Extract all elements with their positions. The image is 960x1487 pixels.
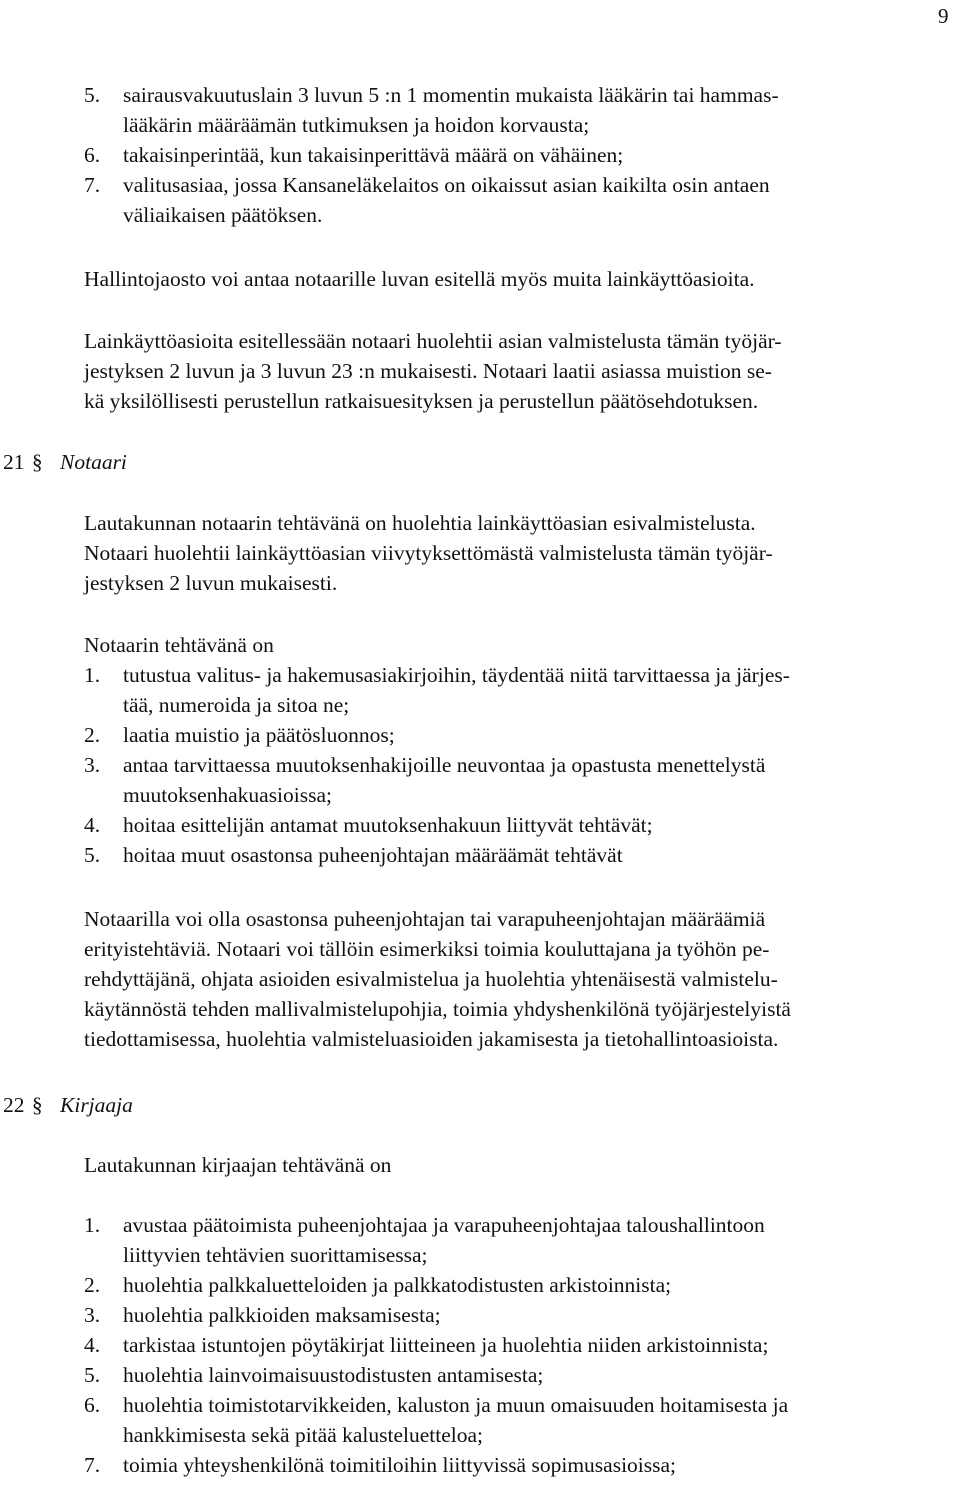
numbered-list-b [84, 660, 954, 870]
item-line: huolehtia palkkioiden maksamisesta; [123, 1303, 441, 1327]
list-item [84, 1270, 954, 1300]
section-heading-22 [3, 1090, 133, 1120]
item-number: 3. [84, 753, 101, 777]
para-line: rehdyttäjänä, ohjata asioiden esivalmistelua ja huolehtia yhtenäisestä valmistelu- [84, 967, 778, 991]
item-line: hoitaa esittelijän antamat muutoksenhakuun liittyvät tehtävät; [123, 813, 653, 837]
item-line: huolehtia lainvoimaisuustodistusten antamisesta; [123, 1363, 544, 1387]
section-symbol: § [31, 1093, 43, 1117]
para-line: Lautakunnan notaarin tehtävänä on huolehtia lainkäyttöasian esivalmistelusta. [84, 511, 756, 535]
item-number: 6. [84, 143, 101, 167]
item-line: valitusasiaa, jossa Kansaneläkelaitos on oikaissut asian kaikilta osin antaen [123, 173, 770, 197]
item-line: toimia yhteyshenkilönä toimitiloihin liittyvissä sopimusasioissa; [123, 1453, 677, 1477]
item-number: 4. [84, 1333, 101, 1357]
item-line: huolehtia palkkaluetteloiden ja palkkatodistusten arkistoinnista; [123, 1273, 672, 1297]
numbered-list-a [84, 80, 954, 230]
list-item [84, 1210, 954, 1270]
para-line: kä yksilöllisesti perustellun ratkaisuesityksen ja perustellun päätösehdotuksen. [84, 389, 759, 413]
item-line: laatia muistio ja päätösluonnos; [123, 723, 395, 747]
item-number: 6. [84, 1393, 101, 1417]
para-line: jestyksen 2 luvun ja 3 luvun 23 :n mukaisesti. Notaari laatii asiassa muistion se- [84, 359, 772, 383]
list-item [84, 750, 954, 810]
notaari-intro: Notaarin tehtävänä on [84, 633, 274, 657]
item-number: 1. [84, 1213, 101, 1237]
paragraph-hallinto: Hallintojaosto voi antaa notaarille luvan esitellä myös muita lainkäyttöasioita. [84, 267, 755, 291]
paragraph-lainkaytto [84, 326, 954, 416]
item-number: 5. [84, 843, 101, 867]
section-number: 22 [3, 1093, 25, 1117]
item-line: hankkimisesta sekä pitää kalusteluetteloa; [123, 1423, 484, 1447]
para-line: tiedottamisessa, huolehtia valmisteluasioiden jakamisesta ja tietohallintoasioista. [84, 1027, 779, 1051]
item-line: lääkärin määräämän tutkimuksen ja hoidon korvausta; [123, 113, 590, 137]
item-line: tää, numeroida ja sitoa ne; [123, 693, 350, 717]
section-title: Kirjaaja [60, 1093, 133, 1117]
item-line: muutoksenhakuasioissa; [123, 783, 333, 807]
item-line: liittyvien tehtävien suorittamisessa; [123, 1243, 428, 1267]
item-line: tarkistaa istuntojen pöytäkirjat liitteineen ja huolehtia niiden arkistoinnista; [123, 1333, 769, 1357]
list-item [84, 1360, 954, 1390]
item-number: 5. [84, 1363, 101, 1387]
item-number: 2. [84, 1273, 101, 1297]
item-line: väliaikaisen päätöksen. [123, 203, 323, 227]
section-title: Notaari [60, 450, 127, 474]
section-heading-21 [3, 447, 127, 477]
para-line: erityistehtäviä. Notaari voi tällöin esimerkiksi toimia kouluttajana ja työhön pe- [84, 937, 770, 961]
para-line: jestyksen 2 luvun mukaisesti. [84, 571, 338, 595]
list-item [84, 1300, 954, 1330]
item-line: tutustua valitus- ja hakemusasiakirjoihin, täydentää niitä tarvittaessa ja järjes- [123, 663, 790, 687]
para-line: käytännöstä tehden mallivalmistelupohjia, toimia yhdyshenkilönä työjärjestelyistä [84, 997, 791, 1021]
list-item [84, 840, 954, 870]
paragraph-notaari [84, 508, 954, 598]
list-item [84, 1330, 954, 1360]
item-line: avustaa päätoimista puheenjohtajaa ja varapuheenjohtajaa taloushallintoon [123, 1213, 765, 1237]
item-number: 7. [84, 1453, 101, 1477]
item-number: 1. [84, 663, 101, 687]
para-line: Notaari huolehtii lainkäyttöasian viivytyksettömästä valmistelusta tämän työjär- [84, 541, 773, 565]
list-item [84, 170, 954, 230]
list-item [84, 810, 954, 840]
para-line: Notaarilla voi olla osastonsa puheenjohtajan tai varapuheenjohtajan määräämiä [84, 907, 766, 931]
list-item [84, 1390, 954, 1450]
list-item [84, 720, 954, 750]
page-number: 9 [938, 4, 949, 28]
item-line: antaa tarvittaessa muutoksenhakijoille neuvontaa ja opastusta menettelystä [123, 753, 766, 777]
item-number: 2. [84, 723, 101, 747]
list-item [84, 80, 954, 140]
item-number: 5. [84, 83, 101, 107]
paragraph-erityistehtavat [84, 904, 954, 1054]
item-line: huolehtia toimistotarvikkeiden, kaluston ja muun omaisuuden hoitamisesta ja [123, 1393, 789, 1417]
list-item [84, 1450, 954, 1480]
list-item [84, 660, 954, 720]
numbered-list-c [84, 1210, 954, 1480]
section-symbol: § [31, 450, 43, 474]
item-number: 4. [84, 813, 101, 837]
item-line: sairausvakuutuslain 3 luvun 5 :n 1 momentin mukaista lääkärin tai hammas- [123, 83, 779, 107]
item-line: takaisinperintää, kun takaisinperittävä määrä on vähäinen; [123, 143, 624, 167]
kirjaaja-intro: Lautakunnan kirjaajan tehtävänä on [84, 1153, 392, 1177]
item-number: 3. [84, 1303, 101, 1327]
item-line: hoitaa muut osastonsa puheenjohtajan määräämät tehtävät [123, 843, 623, 867]
item-number: 7. [84, 173, 101, 197]
list-item [84, 140, 954, 170]
section-number: 21 [3, 450, 25, 474]
para-line: Lainkäyttöasioita esitellessään notaari huolehtii asian valmistelusta tämän työjär- [84, 329, 782, 353]
